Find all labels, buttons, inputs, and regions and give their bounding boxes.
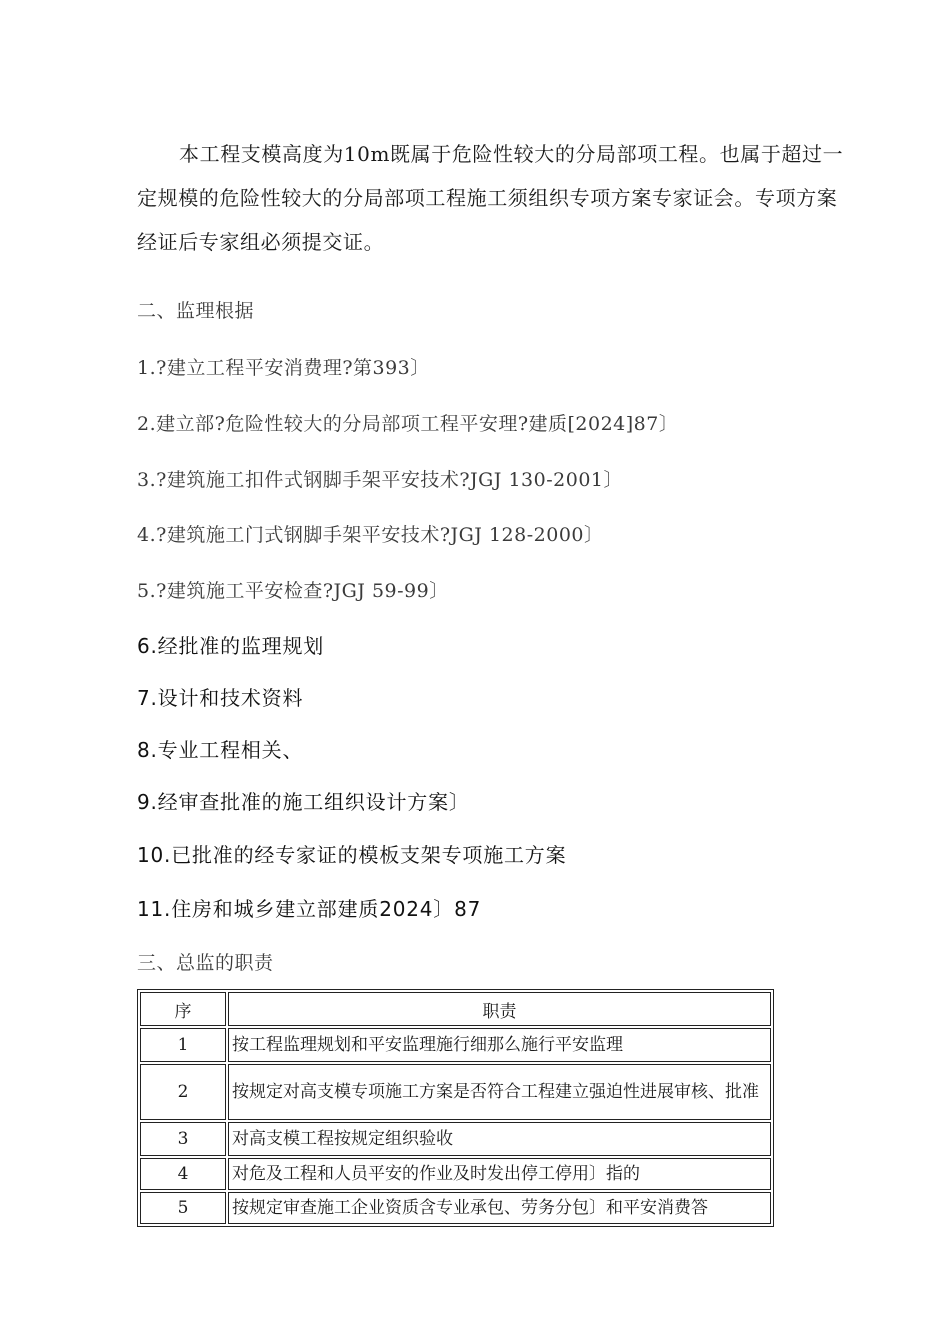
row-duty: 对高支模工程按规定组织验收	[228, 1122, 771, 1156]
basis-item: 1.?建立工程平安消费理?第393〕	[137, 357, 430, 379]
section-heading-duties: 三、总监的职责	[137, 952, 274, 974]
row-number: 5	[140, 1192, 226, 1224]
basis-item: 7.设计和技术资料	[137, 686, 304, 710]
table-row	[140, 1028, 771, 1062]
section-heading-basis: 二、监理根据	[137, 300, 255, 322]
basis-item: 5.?建筑施工平安检查?JGJ 59-99〕	[137, 580, 449, 602]
row-number: 2	[140, 1064, 226, 1120]
column-header-duty: 职责	[228, 992, 771, 1026]
row-number: 4	[140, 1158, 226, 1190]
basis-item: 4.?建筑施工门式钢脚手架平安技术?JGJ 128-2000〕	[137, 524, 604, 546]
duties-table	[137, 989, 774, 1227]
table-row	[140, 1192, 771, 1224]
row-duty: 对危及工程和人员平安的作业及时发出停工停用〕指的	[228, 1158, 771, 1190]
table-row	[140, 1122, 771, 1156]
basis-item: 9.经审查批准的施工组织设计方案〕	[137, 790, 470, 814]
intro-paragraph: 本工程支模高度为10m既属于危险性较大的分局部项工程。也属于超过一定规模的危险性较大的分局部项工程施工须组织专项方案专家证会。专项方案经证后专家组必须提交证。	[137, 142, 844, 254]
row-duty: 按规定审查施工企业资质含专业承包、劳务分包〕和平安消费答	[228, 1192, 771, 1224]
table-row	[140, 1064, 771, 1120]
row-duty: 按规定对高支模专项施工方案是否符合工程建立强迫性进展审核、批准	[228, 1064, 771, 1120]
row-duty: 按工程监理规划和平安监理施行细那么施行平安监理	[228, 1028, 771, 1062]
basis-item: 8.专业工程相关、	[137, 738, 304, 762]
basis-item: 11.住房和城乡建立部建质2024〕87	[137, 897, 482, 921]
table-header-row	[140, 992, 771, 1026]
basis-item: 6.经批准的监理规划	[137, 634, 325, 658]
basis-item: 10.已批准的经专家证的模板支架专项施工方案	[137, 843, 567, 867]
row-number: 1	[140, 1028, 226, 1062]
row-number: 3	[140, 1122, 226, 1156]
basis-item: 2.建立部?危险性较大的分局部项工程平安理?建质[2024]87〕	[137, 413, 679, 435]
basis-item: 3.?建筑施工扣件式钢脚手架平安技术?JGJ 130-2001〕	[137, 469, 623, 491]
table-row	[140, 1158, 771, 1190]
column-header-number: 序	[140, 992, 226, 1026]
